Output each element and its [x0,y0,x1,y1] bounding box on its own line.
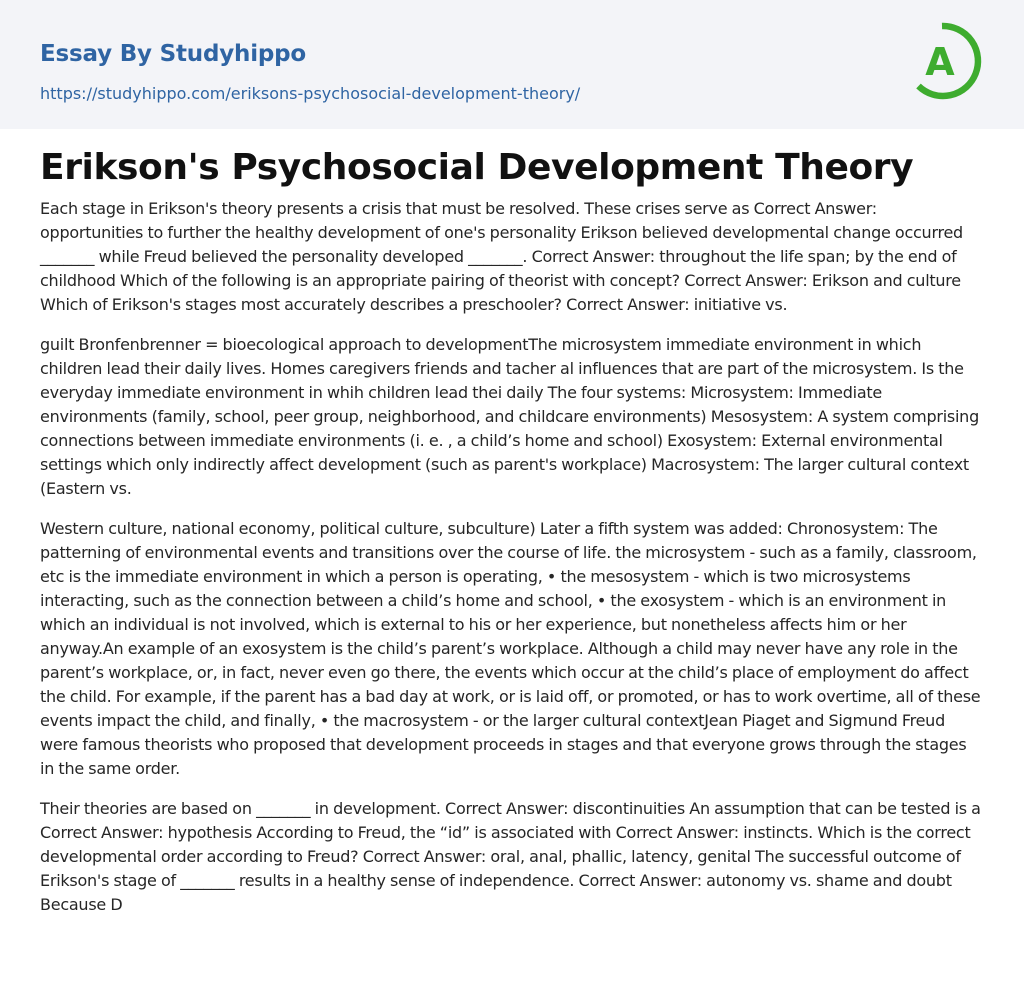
article [40,129,984,917]
article-paragraph-1: Each stage in Erikson's theory presents a crisis that must be resolved. These crises serve as Correct Answer: opportunities to further the healthy development of one's personality Erikson believed developmental change occurred _______ while Freud believed the personality developed _______. Correct Answer: throughout the life span; by the end of childhood Which of the following is an appropriate pairing of theorist with concept? Correct Answer: Erikson and culture Which of Erikson's stages most accurately describes a preschooler? Correct Answer: initiative vs. [40,199,963,314]
article-title: Erikson's Psychosocial Development Theory [40,147,914,188]
site-header [0,0,1024,129]
article-paragraph-4: Their theories are based on _______ in development. Correct Answer: discontinuities An assumption that can be tested is a Correct Answer: hypothesis According to Freud, the “id” is associated with Correct Answer: instincts. Which is the correct developmental order according to Freud? Correct Answer: oral, anal, phallic, latency, genital The successful outcome of Erikson's stage of _______ results in a healthy sense of independence. Correct Answer: autonomy vs. shame and doubt Because D [40,799,981,914]
article-paragraph-3: Western culture, national economy, political culture, subculture) Later a fifth system was added: Chronosystem: The patterning of environmental events and transitions over the course of life. the microsystem - such as a family, classroom, etc is the immediate environment in which a person is operating, • the mesosystem - which is two microsystems interacting, such as the connection between a child’s home and school, • the exosystem - which is an environment in which an individual is not involved, which is external to his or her experience, but nonetheless affects him or her anyway.An example of an exosystem is the child’s parent’s workplace. Although a child may never have any role in the parent’s workplace, or, in fact, never even go there, the events which occur at the child’s place of employment do affect the child. For example, if the parent has a bad day at work, or is laid off, or promoted, or has to work overtime, all of these events impact the child, and finally, • the macrosystem - or the larger cultural contextJean Piaget and Sigmund Freud were famous theorists who proposed that development proceeds in stages and that everyone grows through the stages in the same order. [40,519,981,778]
source-url-link[interactable]: https://studyhippo.com/eriksons-psychosocial-development-theory/ [40,84,581,103]
site-brand[interactable]: Essay By Studyhippo [40,41,307,67]
logo-letter: A [925,40,955,84]
studyhippo-logo-icon[interactable] [912,18,986,106]
article-paragraph-2: guilt Bronfenbrenner = bioecological approach to developmentThe microsystem immediate environment in which children lead their daily lives. Homes caregivers friends and tacher al influences that are part of the microsystem. Is the everyday immediate environment in whih children lead thei daily The four systems: Microsystem: Immediate environments (family, school, peer group, neighborhood, and childcare environments) Mesosystem: A system comprising connections between immediate environments (i. e. , a child’s home and school) Exosystem: External environmental settings which only indirectly affect development (such as parent's workplace) Macrosystem: The larger cultural context (Eastern vs. [40,335,979,498]
